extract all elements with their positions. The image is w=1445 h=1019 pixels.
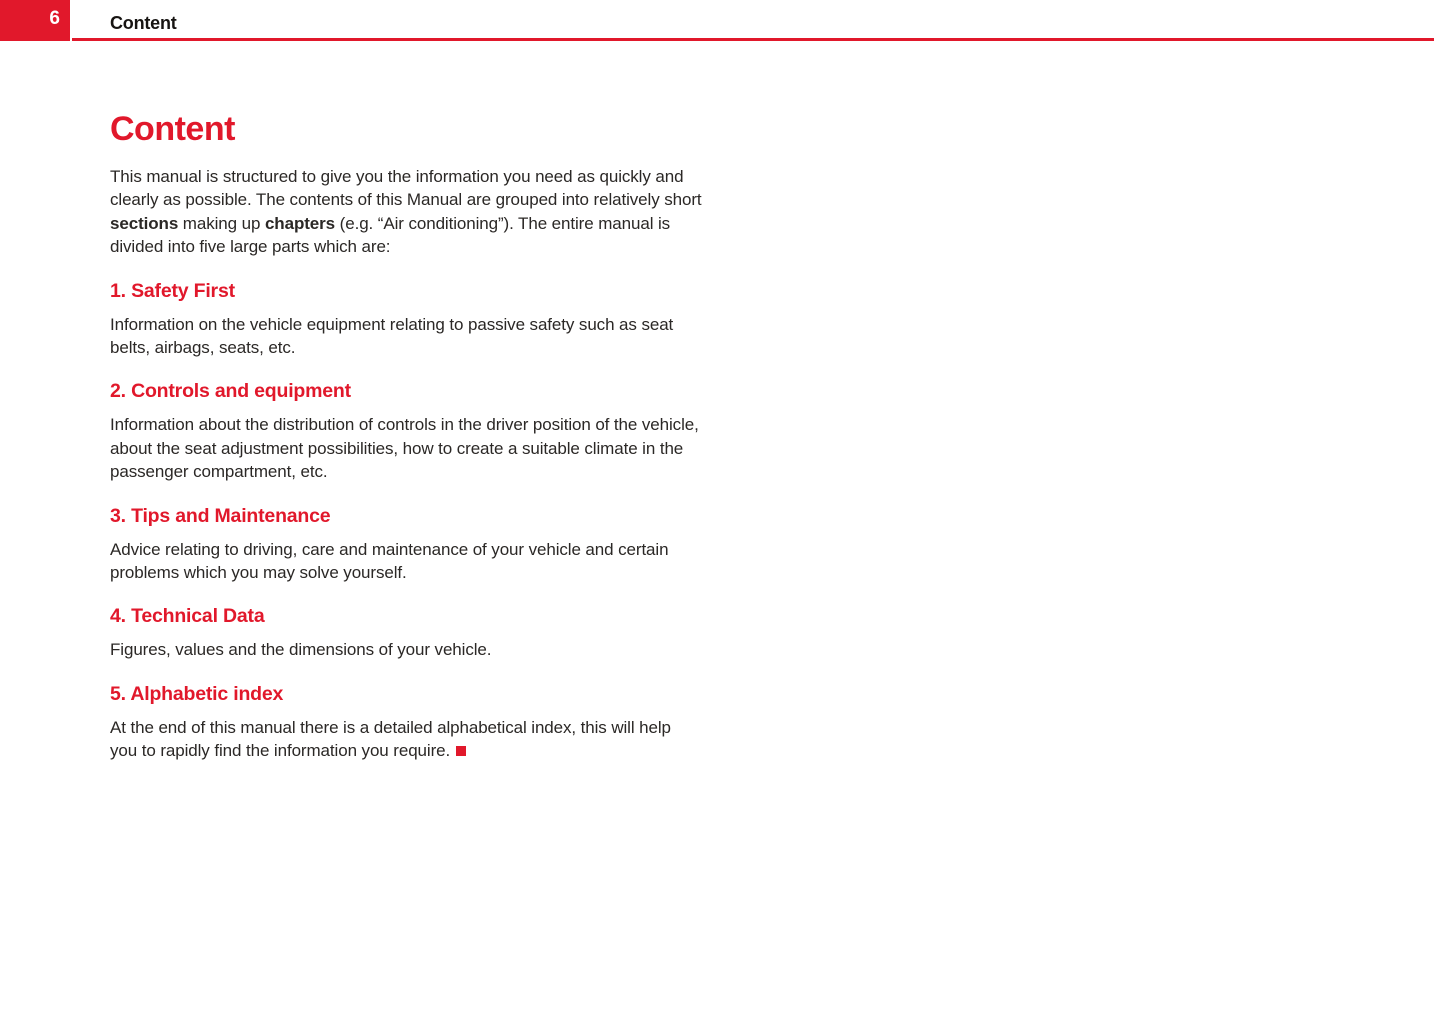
manual-section-alphabetic-index xyxy=(110,683,702,763)
intro-bold-chapters: chapters xyxy=(264,213,336,233)
section-body: Information about the distribution of controls in the driver position of the vehicle, about the seat adjustment possibilities, how to create a suitable climate in the passenger compartment, etc. xyxy=(110,415,699,482)
section-body-text: At the end of this manual there is a detailed alphabetical index, this will help you to rapidly find the information you require. xyxy=(110,717,671,761)
section-heading: 5. Alphabetic index xyxy=(110,682,284,705)
page-number-box xyxy=(0,0,70,41)
header-chapter-title: Content xyxy=(110,13,177,33)
manual-section-controls-equipment xyxy=(110,380,702,483)
section-heading: 2. Controls and equipment xyxy=(110,380,351,403)
intro-text: (e.g. “Air conditioning”). The entire manual is divided into five large parts which are: xyxy=(110,213,671,257)
intro-bold-sections: sections xyxy=(110,213,179,233)
page-number: 6 xyxy=(49,7,60,29)
end-of-chapter-square-icon xyxy=(456,746,466,756)
intro-text: making up xyxy=(178,213,265,233)
main-column xyxy=(110,110,702,763)
section-heading: 4. Technical Data xyxy=(110,605,265,628)
manual-section-technical-data xyxy=(110,605,702,661)
section-body: Information on the vehicle equipment relating to passive safety such as seat belts, airbags, seats, etc. xyxy=(110,314,674,358)
intro-paragraph xyxy=(110,165,702,259)
section-heading: 1. Safety First xyxy=(110,279,235,302)
section-body: Advice relating to driving, care and maintenance of your vehicle and certain problems which you may solve yourself. xyxy=(110,539,669,583)
intro-text: This manual is structured to give you the information you need as quickly and clearly as possible. The contents of this Manual are grouped into relatively short xyxy=(110,167,702,210)
section-heading: 3. Tips and Maintenance xyxy=(110,504,331,527)
manual-section-safety-first xyxy=(110,280,702,360)
manual-section-tips-maintenance xyxy=(110,505,702,585)
page-title: Content xyxy=(110,110,235,148)
section-body: Figures, values and the dimensions of your vehicle. xyxy=(110,640,492,660)
header-rule xyxy=(72,38,1434,41)
section-body xyxy=(110,716,702,763)
